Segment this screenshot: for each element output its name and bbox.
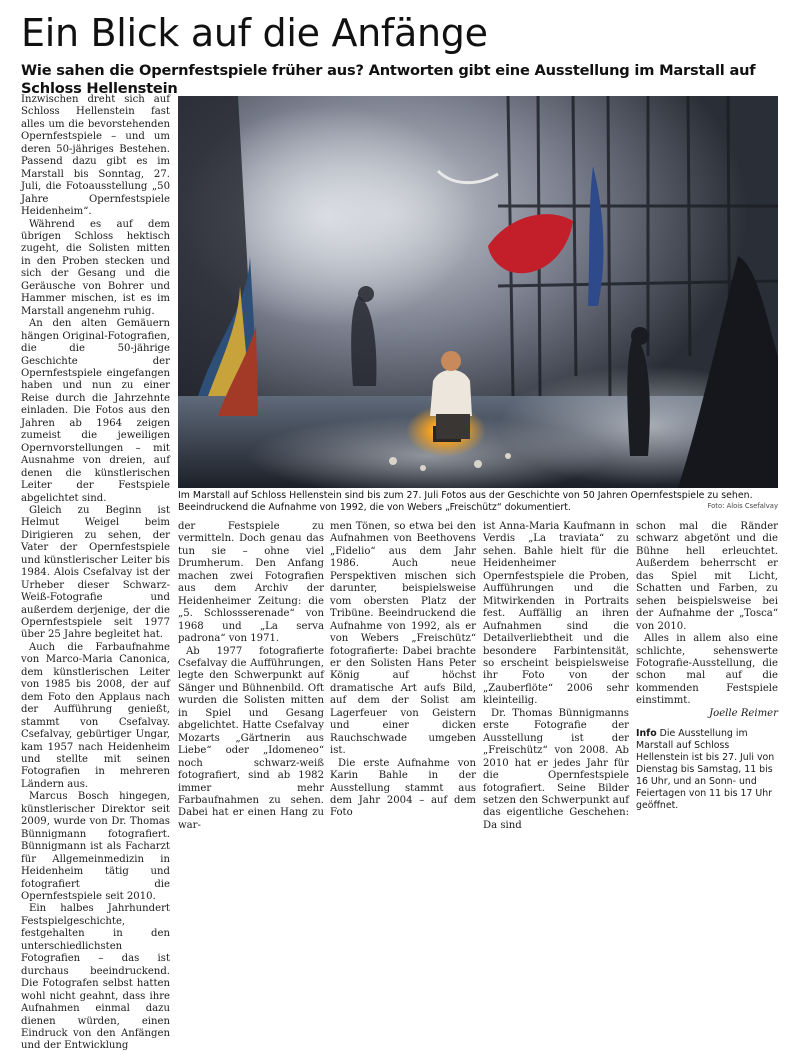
paragraph: schon mal die Ränder schwarz abgetönt und die Bühne hell erleuchtet. Außerdem beherrscht er das Spiel mit Licht, Schatten und Farben, zu sehen beispielsweise bei der Aufnahme der „Tosca“ von 2010.: [636, 521, 778, 632]
column-4: [483, 521, 629, 832]
paragraph: Die erste Aufnahme von Karin Bahle in der Ausstellung stammt aus dem Jahr 2004 – auf dem Foto: [330, 757, 476, 819]
photo-caption: Im Marstall auf Schloss Hellenstein sind bis zum 27. Juli Fotos aus der Geschichte von 50 Jahren Opernfestspiele zu sehen. Beeindruckend die Aufnahme von 1992, die von Webers „Freischütz“ dokumentiert.: [178, 490, 753, 513]
stage-photo: [178, 96, 778, 488]
paragraph: Inzwischen dreht sich auf Schloss Hellenstein fast alles um die bevorstehenden Opernfestspiele – und um deren 50-jähriges Bestehen. Passend dazu gibt es im Marstall bis Sonntag, 27. Juli, die Fotoausstellung „50 Jahre Opernfestspiele Heidenheim“.: [21, 94, 170, 218]
author-name: Joelle Reimer: [709, 707, 778, 719]
column-5: [636, 521, 778, 812]
paragraph: Alles in allem also eine schlichte, sehenswerte Fotografie-Ausstellung, die schon mal auf die kommenden Festspiele einstimmt.: [636, 633, 778, 707]
paragraph: Dr. Thomas Bünnigmanns erste Fotografie der Ausstellung ist der „Freischütz“ von 2008. Ab 2010 hat er jedes Jahr für die Opernfestspiele fotografiert. Seine Bilder setzen den Schwerpunkt auf das eigentliche Geschehen: Da sind: [483, 707, 629, 831]
paragraph: Ein halbes Jahrhundert Festspielgeschichte, festgehalten in den unterschiedlichsten Fotografien – das ist durchaus beeindruckend. Die Fotografen selbst hatten wohl nicht geahnt, dass ihre Aufnahmen einmal dazu dienen würden, einen Eindruck von den Anfängen und der Entwicklung: [21, 903, 170, 1052]
headline: Ein Blick auf die Anfänge: [21, 11, 488, 55]
paragraph: Marcus Bosch hingegen, künstlerischer Direktor seit 2009, wurde von Dr. Thomas Bünnigmann fotografiert. Bünnigmann ist als Facharzt für Allgemeinmedizin in Heidenheim tätig und fotografiert die Opernfestspiele seit 2010.: [21, 791, 170, 902]
freischuetz-stage-image: [178, 96, 778, 488]
subheadline: Wie sahen die Opernfestspiele früher aus? Antworten gibt eine Ausstellung im Marstall auf Schloss Hellenstein: [21, 62, 756, 97]
paragraph: Während es auf dem übrigen Schloss hektisch zugeht, die Solisten mitten in den Proben stecken und sich der Gesang und die Geräusche von Bohrer und Hammer mischen, ist es im Marstall angenehm ruhig.: [21, 218, 170, 317]
info-box: [636, 728, 778, 812]
column-3: [330, 521, 476, 820]
paragraph: Ab 1977 fotografierte Csefalvay die Aufführungen, legte den Schwerpunkt auf Sänger und Bühnenbild. Oft wurden die Solisten mitten in Spiel und Gesang abgelichtet. Hatte Csefalvay Mozarts „Gärtnerin aus Liebe“ oder „Idomeneo“ noch schwarz-weiß fotografiert, sind ab 1982 immer mehr Farbaufnahmen zu sehen. Dabei hat er einen Hang zu war-: [178, 645, 324, 831]
paragraph: men Tönen, so etwa bei den Aufnahmen von Beethovens „Fidelio“ aus dem Jahr 1986. Auch neue Perspektiven mischen sich darunter, beispielsweise vom obersten Platz der Tribüne. Beeindruckend die Aufnahme von 1992, als er von Webers „Freischütz“ fotografierte: Dabei brachte er den Solisten Hans Peter König auf höchst dramatische Art aufs Bild, auf dem der Solist am Lagerfeuer von Geistern und einer dicken Rauchschwade umgeben ist.: [330, 521, 476, 757]
paragraph: Auch die Farbaufnahme von Marco-Maria Canonica, dem künstlerischen Leiter von 1985 bis 2008, der auf dem Foto den Applaus nach der Aufführung genießt, stammt von Csefalvay. Csefalvay, gebürtiger Ungar, kam 1957 nach Heidenheim und stellte mit seinen Fotografien in mehreren Ländern aus.: [21, 641, 170, 790]
column-1: [21, 94, 170, 1053]
paragraph: Gleich zu Beginn ist Helmut Weigel beim Dirigieren zu sehen, der Vater der Opernfestspiele und künstlerischer Leiter bis 1984. Alois Csefalvay ist der Urheber dieser Schwarz-Weiß-Fotografie und außerdem derjenige, der die Opernfestspiele seit 1977 über 25 Jahre begleitet hat.: [21, 504, 170, 641]
paragraph: ist Anna-Maria Kaufmann in Verdis „La traviata“ zu sehen. Bahle hielt für die Heidenheimer Opernfestspiele die Proben, Aufführungen und die Mitwirkenden in Portraits fest. Auffällig an ihren Aufnahmen sind die Detailverliebtheit und die besondere Farbintensität, so erscheint beispielsweise ihr Foto von der „Zauberflöte“ 2006 sehr kleinteilig.: [483, 521, 629, 707]
info-text: Die Ausstellung im Marstall auf Schloss Hellenstein ist bis 27. Juli von Dienstag bis Samstag, 11 bis 16 Uhr, und an Sonn- und Feiertagen von 11 bis 17 Uhr geöffnet.: [636, 728, 775, 812]
paragraph: der Festspiele zu vermitteln. Doch genau das tun sie – ohne viel Drumherum. Den Anfang machen zwei Fotografien aus dem Archiv der Heidenheimer Zeitung: die „5. Schlossserenade“ von 1968 und „La serva padrona“ von 1971.: [178, 521, 324, 645]
column-2: [178, 521, 324, 832]
photo-credit: Foto: Alois Csefalvay: [707, 502, 778, 510]
info-label: Info: [636, 728, 657, 740]
paragraph: An den alten Gemäuern hängen Original-Fotografien, die die 50-jährige Geschichte der Opernfestspiele eingefangen haben und nun zu einer Reise durch die Jahrzehnte einladen. Die Fotos aus den Jahren ab 1964 zeigen zumeist die jeweiligen Opernvorstellungen – mit Ausnahme von dreien, auf denen die künstlerischen Leiter der Festspiele abgelichtet sind.: [21, 318, 170, 504]
